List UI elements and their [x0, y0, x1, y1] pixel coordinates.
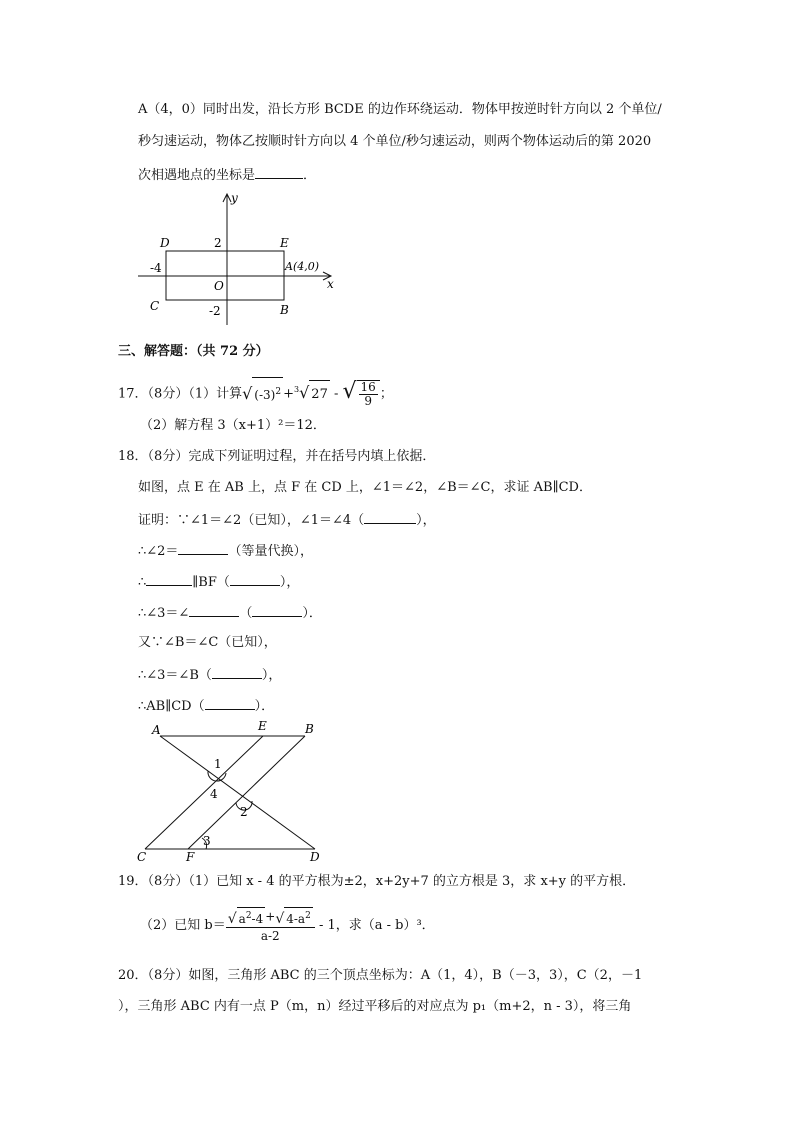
angle-4-label: 4 [210, 787, 218, 801]
q19-part-1: 19．（8分）（1）已知 x - 4 的平方根为±2，x+2y+7 的立方根是 3，求 x+y 的平方根． [118, 874, 636, 889]
point-e: E [280, 236, 289, 250]
answer-blank [178, 540, 228, 555]
q17-part-2: （2）解方程 3（x+1）²＝12． [140, 418, 326, 433]
q20-line-2: ），三角形 ABC 内有一点 P（m，n）经过平移后的对应点为 p₁（m+2，n - 3），将三角 [118, 999, 632, 1014]
q18-step-3: ∴ ∥BF（ ）， [138, 571, 299, 593]
point-c: C [137, 850, 147, 864]
point-a: A [152, 723, 161, 737]
q18-step-7: ∴AB∥CD（ ）． [138, 695, 274, 717]
q17-part-1: 17．（8分）（1）计算√ $(-3)^2 +^3√$ 27 - √ $\frac{16}{9}$ ； [118, 379, 393, 409]
parallel-lines-figure [130, 718, 330, 866]
section-title: 三、解答题：（共 72 分） [118, 344, 269, 359]
q20-line-1: 20．（8分）如图，三角形 ABC 的三个顶点坐标为：A（1，4），B（－3，3），C（2，－1 [118, 968, 643, 983]
answer-blank [255, 164, 303, 179]
line-ec [145, 736, 263, 849]
point-b: B [280, 303, 289, 317]
point-c: C [150, 299, 160, 313]
q18-step-5: 又∵∠B＝∠C（已知）， [138, 635, 277, 650]
answer-blank [189, 602, 239, 617]
angle-1-label: 1 [214, 757, 222, 771]
tick-minus-2: -2 [209, 304, 221, 318]
sqrt-fraction: √ $\frac{16}{9}$ [343, 378, 380, 409]
q18-given: 如图，点 E 在 AB 上，点 F 在 CD 上，∠1＝∠2，∠B＝∠C，求证 AB∥CD． [138, 480, 592, 495]
q18-header: 18．（8分）完成下列证明过程，并在括号内填上依据． [118, 449, 436, 464]
sqrt-expr-1: √ $(-3)^2$ [242, 377, 283, 410]
q18-step-6: ∴∠3＝∠B（ ）， [138, 664, 281, 686]
answer-blank [364, 509, 416, 524]
fraction-expr: $\frac{√ a^2-4 +√ 4-a^2}{a-2}$ [226, 907, 315, 944]
tick-minus-4: -4 [150, 261, 162, 275]
answer-blank [205, 695, 255, 710]
tick-2: 2 [214, 236, 222, 250]
line-ad [160, 736, 315, 849]
x-label: x [327, 277, 334, 291]
answer-blank [146, 571, 192, 586]
answer-blank [212, 664, 262, 679]
q16-line-3: 次相遇地点的坐标是 ． [138, 164, 316, 186]
answer-blank [252, 602, 302, 617]
origin-label: O [214, 279, 224, 293]
point-a: A(4,0) [285, 260, 320, 273]
cbrt-expr: √ 27 [299, 379, 330, 409]
q18-step-1: 证明：∵∠1＝∠2（已知），∠1＝∠4（ ）， [138, 509, 436, 531]
point-f: F [186, 850, 195, 864]
angle-3-label: 3 [203, 834, 211, 848]
point-d: D [310, 850, 320, 864]
q16-line-3-text: 次相遇地点的坐标是 [138, 168, 256, 183]
q18-step-2: ∴∠2＝ （等量代换）， [138, 540, 313, 562]
point-d: D [160, 236, 170, 250]
q19-part-2: （2）已知 b＝ $\frac{√ a^2-4 +√ 4-a^2}{a-2}$ - 1，求（a - b）³． [140, 906, 435, 946]
angle-2-label: 2 [240, 805, 248, 819]
q16-line-1: A（4，0）同时出发，沿长方形 BCDE 的边作环绕运动．物体甲按逆时针方向以 2 个单位/ [138, 102, 662, 117]
answer-blank [230, 571, 280, 586]
rectangle-figure [130, 190, 350, 330]
q18-step-4: ∴∠3＝∠ （ ）． [138, 602, 322, 624]
line-bf [188, 736, 305, 849]
point-b: B [305, 722, 314, 736]
point-e: E [258, 719, 267, 733]
q16-line-2: 秒匀速运动，物体乙按顺时针方向以 4 个单位/秒匀速运动，则两个物体运动后的第 2020 [138, 134, 652, 149]
y-label: y [231, 191, 238, 205]
